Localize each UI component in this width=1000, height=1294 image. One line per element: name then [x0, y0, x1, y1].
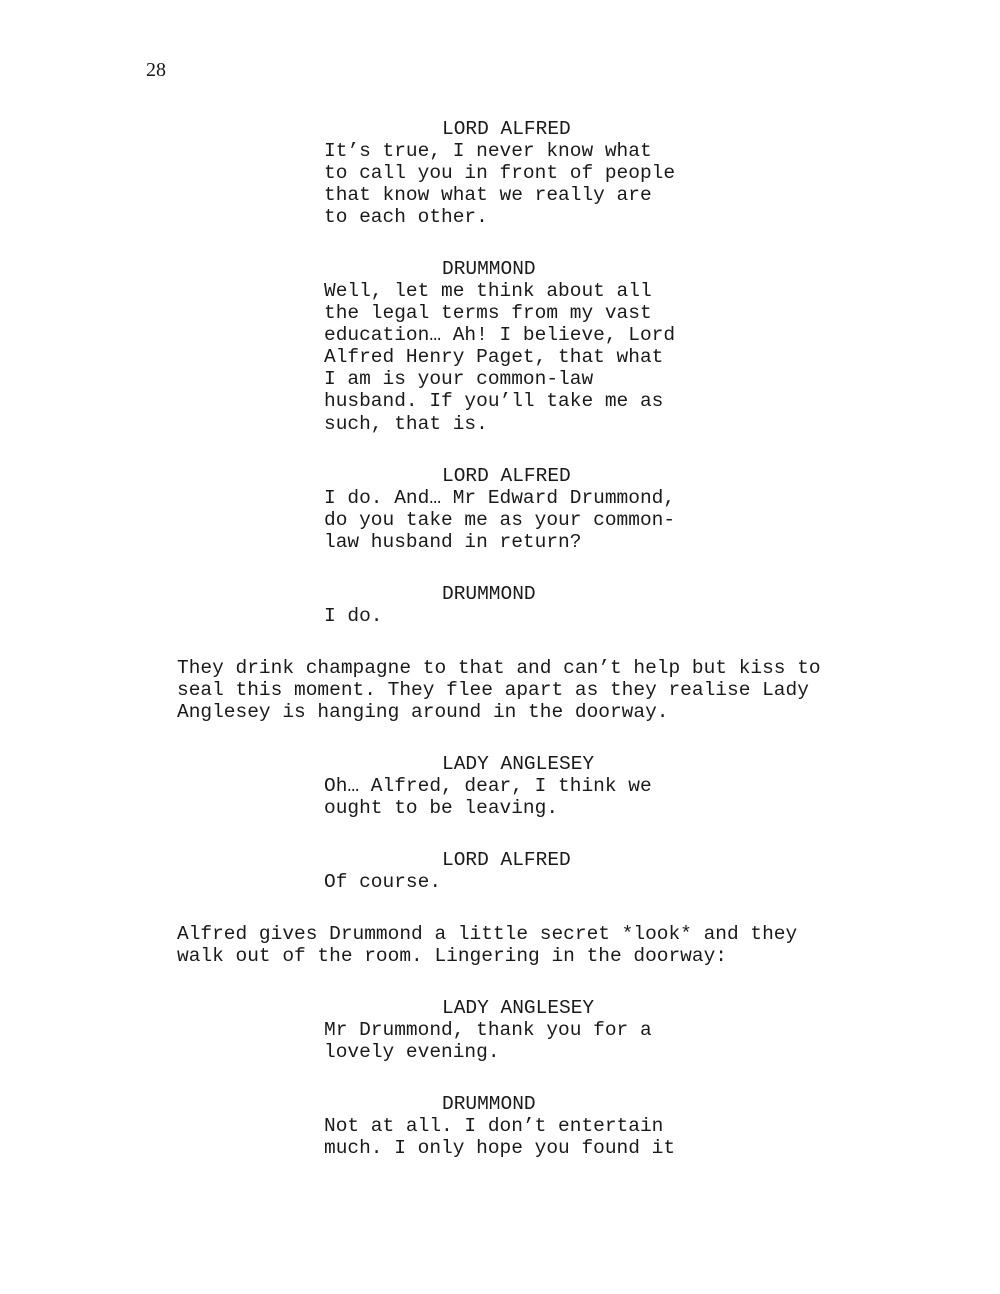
dialogue-line: Mr Drummond, thank you for a lovely evening. [324, 1019, 652, 1064]
action-description: They drink champagne to that and can’t help but kiss to seal this moment. They flee apart as they realise Lady Anglesey is hanging around in the doorway. [177, 657, 821, 724]
dialogue-line: It’s true, I never know what to call you in front of people that know what we really are to each other. [324, 140, 676, 229]
dialogue-line: I do. [324, 605, 383, 627]
character-name: DRUMMOND [442, 258, 536, 280]
dialogue-line: I do. And… Mr Edward Drummond, do you take me as your common- law husband in return? [324, 487, 676, 554]
character-name: LADY ANGLESEY [442, 997, 595, 1019]
action-description: Alfred gives Drummond a little secret *look* and they walk out of the room. Lingering in the doorway: [177, 923, 798, 968]
dialogue-line: Not at all. I don’t entertain much. I only hope you found it [324, 1115, 676, 1160]
character-name: DRUMMOND [442, 583, 536, 605]
dialogue-line: Oh… Alfred, dear, I think we ought to be leaving. [324, 775, 652, 820]
character-name: LORD ALFRED [442, 118, 571, 140]
character-name: LORD ALFRED [442, 465, 571, 487]
character-name: DRUMMOND [442, 1093, 536, 1115]
character-name: LADY ANGLESEY [442, 753, 595, 775]
dialogue-line: Well, let me think about all the legal terms from my vast education… Ah! I believe, Lord Alfred Henry Paget, that what I am is your common-law husband. If you’ll take me as such, that is. [324, 280, 676, 435]
dialogue-line: Of course. [324, 871, 442, 893]
character-name: LORD ALFRED [442, 849, 571, 871]
page-number: 28 [146, 59, 166, 81]
